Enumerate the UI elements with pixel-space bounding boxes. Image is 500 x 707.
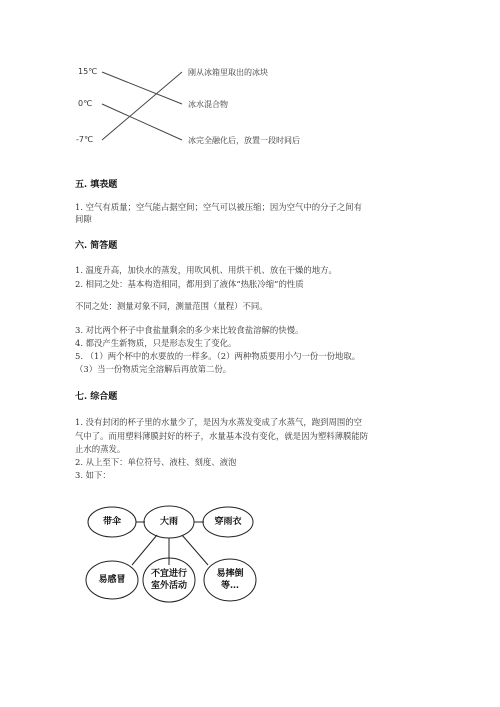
bubble-bottom-3-line-1: 易摔倒 xyxy=(216,569,244,579)
short-answer-4: 4. 都没产生新物质，只是形态发生了变化。 xyxy=(75,338,237,348)
temp-15: 15℃ xyxy=(78,67,98,76)
short-answer-5: 5. （1）两个杯中的水要放的一样多。（2）两种物质要用小勺一份一份地取。 xyxy=(75,351,361,361)
comp-line-1: 1. 没有封闭的杯子里的水量少了，是因为水蒸发变成了水蒸气，跑到周围的空 xyxy=(75,417,363,427)
bubble-bottom-1-text: 易感冒 xyxy=(98,575,126,585)
bubble-diagram xyxy=(70,495,290,615)
comp-line-5: 3. 如下： xyxy=(75,470,111,480)
bubble-right-text: 穿雨衣 xyxy=(214,517,242,527)
comp-line-2: 气中了。而用塑料薄膜封好的杯子，水量基本没有变化，就是因为塑料薄膜能防 xyxy=(75,431,369,441)
bubble-bottom-2-line-2: 室外活动 xyxy=(150,581,187,591)
short-answer-2: 2. 相同之处：基本构造相同，都用到了液体“热胀冷缩”的性质 xyxy=(75,279,304,289)
heading-fill: 五. 填表题 xyxy=(75,180,118,190)
temp-minus7: -7℃ xyxy=(76,135,93,144)
short-answer-2b: 不同之处：测量对象不同，测量范围（量程）不同。 xyxy=(75,301,268,311)
fill-line-1: 1. 空气有质量；空气能占据空间；空气可以被压缩；因为空气中的分子之间有 xyxy=(75,202,363,212)
comp-line-4: 2. 从上至下：单位符号、液柱、刻度、液泡 xyxy=(75,457,237,467)
heading-short-answer: 六. 简答题 xyxy=(75,241,118,251)
bubble-center-text: 大雨 xyxy=(159,517,178,527)
comp-line-3: 止水的蒸发。 xyxy=(75,444,126,454)
bubble-bottom-3-line-2: 等… xyxy=(220,581,239,591)
heading-comprehensive: 七. 综合题 xyxy=(75,392,118,402)
short-answer-3: 3. 对比两个杯子中食盐量剩余的多少来比较食盐溶解的快慢。 xyxy=(75,325,304,335)
temp-0: 0℃ xyxy=(78,99,93,108)
short-answer-1: 1. 温度升高，加快水的蒸发，用吹风机、用烘干机、放在干燥的地方。 xyxy=(75,265,337,275)
item-melted: 冰完全融化后，放置一段时间后 xyxy=(188,136,300,145)
item-ice-water: 冰水混合物 xyxy=(188,100,228,109)
bubble-left-text: 带伞 xyxy=(102,517,121,527)
bubble-bottom-2-line-1: 不宜进行 xyxy=(150,569,187,579)
item-ice-cube: 刚从冰箱里取出的冰块 xyxy=(188,68,268,77)
fill-line-2: 间隙 xyxy=(75,214,92,224)
short-answer-5b: （3）当一份物质完全溶解后再放第二份。 xyxy=(75,364,232,374)
